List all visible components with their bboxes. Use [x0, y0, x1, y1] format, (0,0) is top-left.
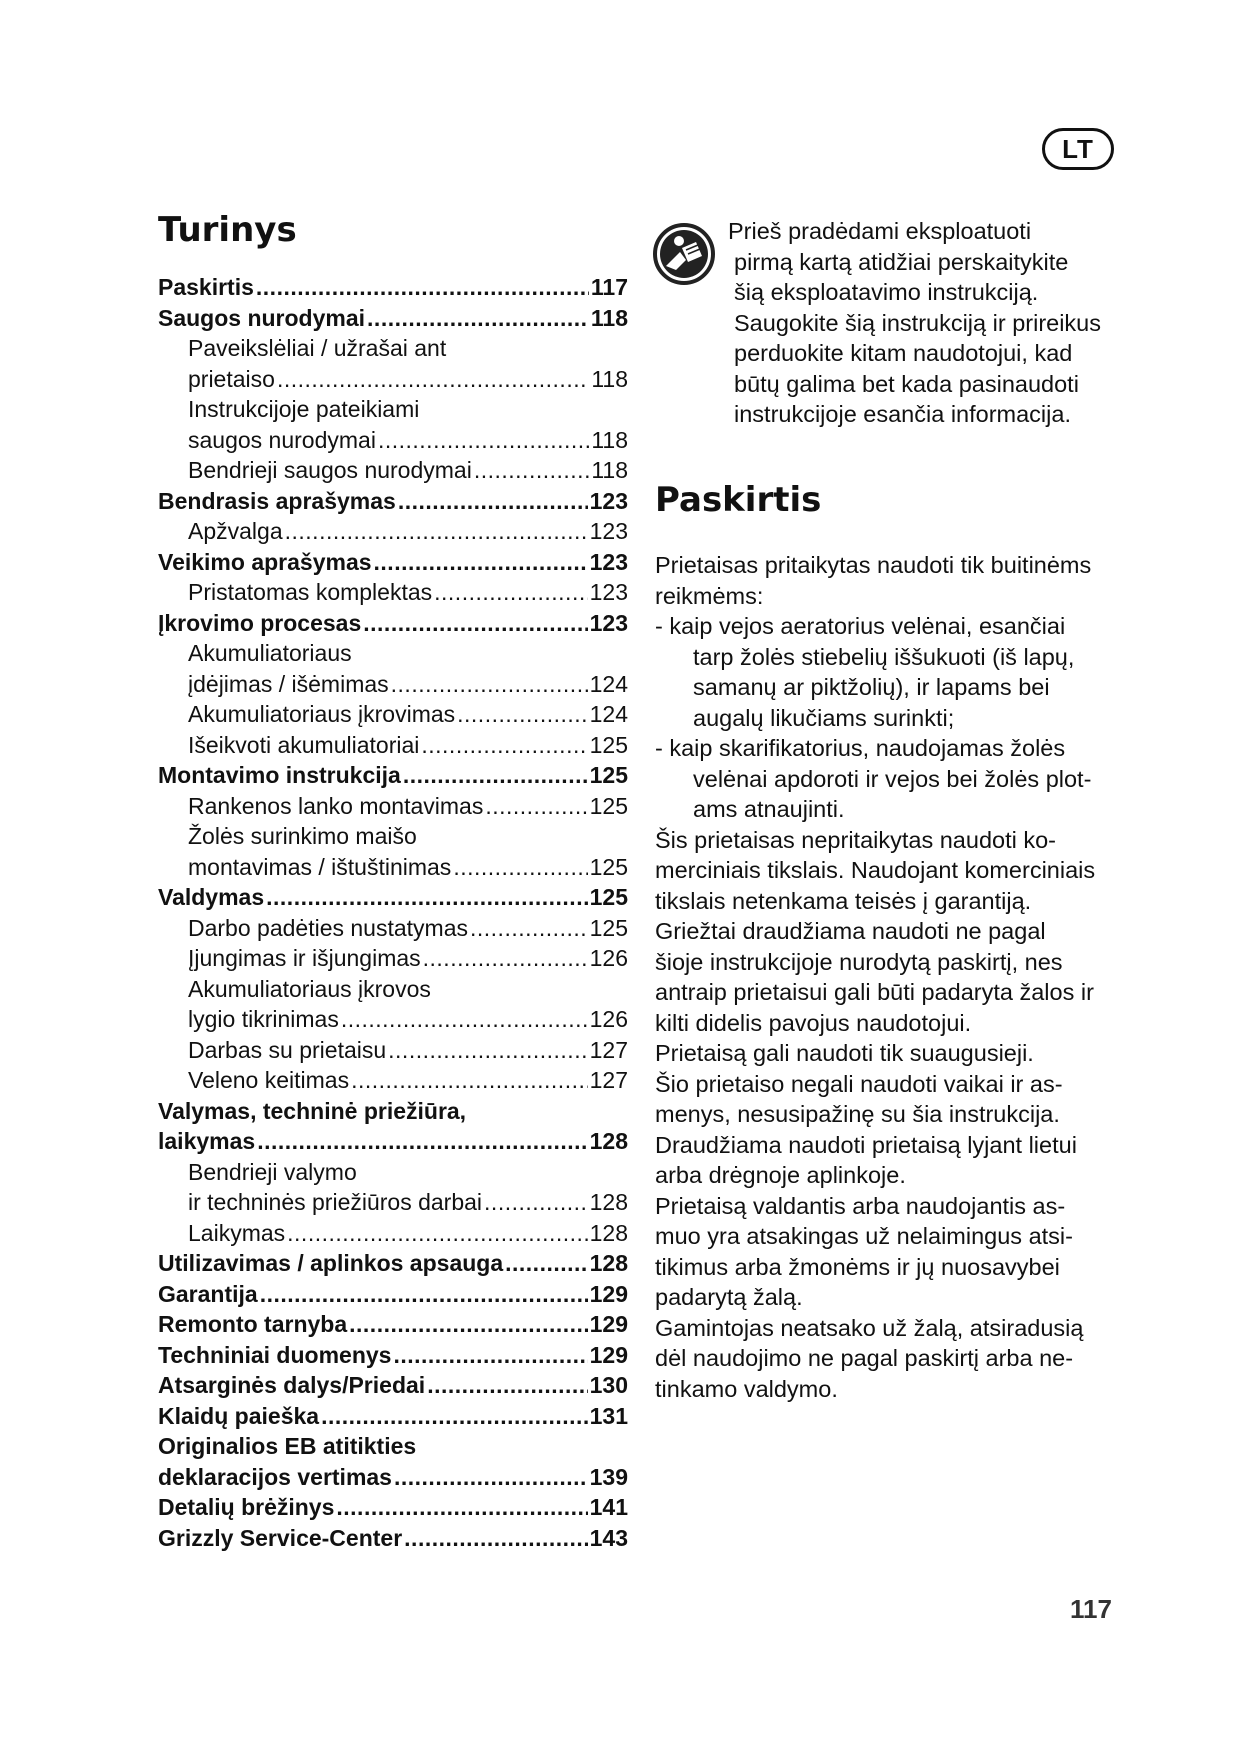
toc-entry-page: 128 [589, 1128, 628, 1154]
body-line: muo yra atsakingas už nelaimingus atsi- [655, 1223, 1073, 1249]
toc-entry-page: 118 [591, 457, 628, 483]
toc-entry-text: Utilizavimas / aplinkos apsauga [158, 1250, 504, 1276]
toc-entry [158, 1309, 628, 1340]
note-line: pirmą kartą atidžiai perskaitykite [734, 248, 1069, 275]
toc-leader-dots [393, 1340, 587, 1371]
toc-leader-dots [277, 364, 589, 395]
body-line: Šis prietaisas nepritaikytas naudoti ko- [655, 826, 1057, 853]
toc-entry-page: 124 [589, 670, 628, 697]
toc-entry-text: Įjungimas ir išjungimas [188, 945, 421, 971]
toc-leader-dots [403, 760, 588, 791]
toc-entry-page: 123 [589, 609, 628, 636]
toc-entry-text: įdėjimas / išėmimas [188, 670, 389, 697]
body-line: samanų ar piktžolių), ir lapams bei [693, 674, 1050, 700]
toc-leader-dots [404, 1523, 587, 1554]
toc-entry-text: montavimas / ištuštinimas [188, 853, 452, 880]
toc-entry-page: 125 [589, 914, 628, 941]
toc-entry-page: 123 [589, 579, 628, 605]
toc-entry-text: Žolės surinkimo maišo [188, 823, 417, 849]
toc-leader-dots [485, 791, 587, 822]
toc-entry-text: Instrukcijoje pateikiami [188, 396, 420, 422]
toc-entry-page: 126 [589, 1006, 628, 1032]
toc-entry [158, 882, 628, 913]
toc-entry-page: 123 [589, 548, 628, 575]
toc-entry-page: 128 [589, 1219, 628, 1246]
body-line: ams atnaujinti. [693, 796, 845, 822]
toc-leader-dots [287, 1218, 587, 1249]
toc-entry-page: 127 [589, 1036, 628, 1063]
read-manual-note [728, 216, 1148, 430]
note-line: Prieš pradėdami eksploatuoti [728, 218, 1032, 244]
toc-leader-dots [257, 1126, 587, 1157]
toc-entry-page: 139 [589, 1463, 628, 1490]
section-body [655, 550, 1125, 1404]
note-line: instrukcijoje esančia informacija. [734, 401, 1071, 427]
table-of-contents [158, 272, 628, 1553]
toc-entry-text: Darbo padėties nustatymas [188, 914, 468, 941]
toc-entry-text: lygio tikrinimas [188, 1006, 339, 1032]
body-line: Prietaisą valdantis arba naudojantis as- [655, 1192, 1066, 1219]
toc-entry [158, 1126, 628, 1157]
toc-entry [158, 1218, 628, 1249]
body-line: velėnai apdoroti ir vejos bei žolės plot- [693, 765, 1092, 792]
toc-entry [158, 943, 628, 974]
toc-entry-text: Darbas su prietaisu [188, 1036, 387, 1063]
toc-entry-text: Garantija [158, 1280, 258, 1307]
toc-leader-dots [285, 516, 588, 547]
toc-entry-text: Atsarginės dalys/Priedai [158, 1372, 426, 1398]
toc-leader-dots [474, 455, 590, 486]
toc-entry-page: 128 [589, 1189, 628, 1215]
toc-entry [158, 394, 628, 425]
toc-entry [158, 1004, 628, 1035]
toc-entry-text: saugos nurodymai [188, 426, 376, 453]
toc-leader-dots [349, 1309, 587, 1340]
toc-entry-text: Paskirtis [158, 274, 254, 300]
toc-entry-text: Rankenos lanko montavimas [188, 792, 484, 819]
toc-entry-text: Laikymas [188, 1219, 286, 1246]
toc-entry-page: 131 [589, 1402, 628, 1429]
toc-entry-page: 123 [589, 487, 628, 514]
toc-leader-dots [453, 852, 587, 883]
toc-entry [158, 638, 628, 669]
toc-entry-text: Išeikvoti akumuliatoriai [188, 731, 420, 758]
toc-leader-dots [363, 608, 587, 639]
toc-entry-text: Apžvalga [188, 518, 283, 544]
toc-entry-text: Paveikslėliai / užrašai ant [188, 335, 447, 361]
toc-entry-page: 130 [589, 1372, 628, 1398]
toc-entry-page: 129 [589, 1311, 628, 1337]
toc-entry-page: 125 [589, 762, 628, 788]
toc-leader-dots [351, 1065, 588, 1096]
read-manual-icon [652, 222, 716, 286]
note-line: šią eksploatavimo instrukciją. [734, 279, 1039, 305]
toc-entry [158, 425, 628, 456]
toc-entry [158, 1096, 628, 1127]
toc-entry [158, 1340, 628, 1371]
toc-entry [158, 1462, 628, 1493]
toc-entry-text: Grizzly Service-Center [158, 1524, 403, 1551]
body-line: antraip prietaisui gali būti padaryta žalos ir [655, 979, 1094, 1005]
toc-entry-text: Veikimo aprašymas [158, 548, 372, 575]
toc-entry [158, 333, 628, 364]
body-line: dėl naudojimo ne pagal paskirtį arba ne- [655, 1345, 1074, 1371]
toc-entry-text: Bendrieji valymo [188, 1158, 357, 1185]
language-badge: LT [1042, 128, 1114, 170]
toc-entry [158, 303, 628, 334]
toc-entry-page: 118 [590, 304, 628, 331]
toc-entry [158, 364, 628, 395]
toc-entry-text: Valymas, techninė priežiūra, [158, 1097, 467, 1124]
body-line: tarp žolės stiebelių iššukuoti (iš lapų, [693, 643, 1075, 670]
section-title: Paskirtis [655, 480, 822, 520]
toc-entry-text: Klaidų paieška [158, 1402, 320, 1429]
toc-entry [158, 1065, 628, 1096]
toc-entry [158, 577, 628, 608]
body-line: augalų likučiams surinkti; [693, 704, 955, 731]
toc-leader-dots [367, 303, 589, 334]
toc-entry-page: 124 [589, 701, 628, 727]
toc-entry-page: 125 [589, 731, 628, 758]
toc-entry [158, 1431, 628, 1462]
toc-entry [158, 486, 628, 517]
toc-entry-text: Akumuliatoriaus [188, 640, 352, 666]
page-number: 117 [1070, 1594, 1112, 1624]
note-line: Saugokite šią instrukciją ir prireikus [734, 309, 1102, 336]
toc-leader-dots [457, 699, 587, 730]
body-line: tikimus arba žmonėms ir jų nuosavybei [655, 1253, 1060, 1280]
toc-entry-text: Valdymas [158, 884, 265, 910]
toc-leader-dots [336, 1492, 587, 1523]
toc-entry-page: 127 [589, 1067, 628, 1093]
toc-entry-page: 118 [591, 365, 628, 392]
toc-leader-dots [427, 1370, 587, 1401]
toc-entry [158, 913, 628, 944]
toc-entry [158, 608, 628, 639]
toc-entry-text: deklaracijos vertimas [158, 1463, 392, 1490]
toc-entry-text: Bendrasis aprašymas [158, 487, 396, 514]
toc-entry [158, 455, 628, 486]
toc-entry [158, 516, 628, 547]
body-line: reikmėms: [655, 582, 764, 609]
toc-entry-page: 125 [589, 884, 628, 910]
toc-entry [158, 974, 628, 1005]
toc-leader-dots [378, 425, 589, 456]
toc-leader-dots [394, 1462, 588, 1493]
body-line: šioje instrukcijoje nurodytą paskirtį, nes [655, 948, 1063, 975]
toc-entry [158, 699, 628, 730]
body-line: Prietaisas pritaikytas naudoti tik buitinėms [655, 552, 1092, 578]
toc-title: Turinys [158, 210, 297, 250]
toc-leader-dots [484, 1187, 588, 1218]
body-line: arba drėgnoje aplinkoje. [655, 1162, 906, 1188]
body-line: - kaip skarifikatorius, naudojamas žolės [655, 735, 1066, 761]
toc-entry-page: 125 [589, 792, 628, 819]
toc-leader-dots [256, 272, 589, 303]
toc-leader-dots [374, 547, 588, 578]
toc-entry-page: 126 [589, 945, 628, 971]
toc-leader-dots [398, 486, 588, 517]
toc-entry [158, 669, 628, 700]
toc-entry-page: 117 [590, 274, 628, 300]
body-line: Draudžiama naudoti prietaisą lyjant lietui [655, 1131, 1077, 1158]
toc-entry [158, 547, 628, 578]
body-line: menys, nesusipažinę su šia instrukcija. [655, 1101, 1060, 1127]
toc-leader-dots [341, 1004, 588, 1035]
toc-entry [158, 1401, 628, 1432]
toc-entry [158, 730, 628, 761]
body-line: Griežtai draudžiama naudoti ne pagal [655, 918, 1046, 944]
toc-entry-text: Akumuliatoriaus įkrovimas [188, 701, 456, 727]
body-line: - kaip vejos aeratorius velėnai, esančiai [655, 613, 1066, 639]
toc-entry-text: Pristatomas komplektas [188, 579, 433, 605]
body-line: tikslais netenkama teisės į garantiją. [655, 887, 1032, 914]
toc-entry-page: 141 [589, 1494, 628, 1520]
body-line: Gamintojas neatsako už žalą, atsiradusią [655, 1314, 1084, 1341]
toc-entry [158, 791, 628, 822]
toc-entry-page: 123 [589, 518, 628, 544]
toc-leader-dots [266, 882, 587, 913]
body-line: padarytą žalą. [655, 1284, 803, 1310]
toc-leader-dots [260, 1279, 588, 1310]
toc-entry-text: Akumuliatoriaus įkrovos [188, 975, 431, 1002]
toc-entry-text: Veleno keitimas [188, 1067, 350, 1093]
toc-entry-text: prietaiso [188, 365, 275, 392]
toc-entry [158, 1248, 628, 1279]
toc-entry [158, 1157, 628, 1188]
toc-leader-dots [388, 1035, 587, 1066]
note-line: būtų galima bet kada pasinaudoti [734, 370, 1079, 397]
body-line: merciniais tikslais. Naudojant komerciniais [655, 857, 1096, 883]
toc-entry [158, 1523, 628, 1554]
toc-entry-text: Įkrovimo procesas [158, 609, 362, 636]
toc-entry [158, 1035, 628, 1066]
toc-leader-dots [421, 730, 587, 761]
toc-entry-text: Originalios EB atitikties [158, 1433, 417, 1459]
body-line: tinkamo valdymo. [655, 1375, 838, 1402]
toc-entry-page: 125 [589, 853, 628, 880]
toc-entry [158, 1370, 628, 1401]
toc-entry [158, 821, 628, 852]
toc-entry-text: Remonto tarnyba [158, 1311, 348, 1337]
toc-entry-page: 118 [591, 426, 628, 453]
toc-leader-dots [470, 913, 588, 944]
toc-entry-page: 129 [589, 1280, 628, 1307]
toc-entry-text: Detalių brėžinys [158, 1494, 335, 1520]
toc-leader-dots [391, 669, 588, 700]
toc-leader-dots [423, 943, 588, 974]
toc-entry-page: 129 [589, 1341, 628, 1368]
toc-entry-text: Saugos nurodymai [158, 304, 366, 331]
toc-leader-dots [434, 577, 587, 608]
toc-entry [158, 760, 628, 791]
toc-entry-page: 128 [589, 1250, 628, 1276]
toc-entry-text: laikymas [158, 1128, 256, 1154]
toc-entry-text: Bendrieji saugos nurodymai [188, 457, 472, 483]
toc-entry [158, 1279, 628, 1310]
toc-entry-text: ir techninės priežiūros darbai [188, 1189, 483, 1215]
note-line: perduokite kitam naudotojui, kad [734, 340, 1073, 366]
toc-entry [158, 852, 628, 883]
toc-entry-text: Techniniai duomenys [158, 1341, 392, 1368]
toc-entry-text: Montavimo instrukcija [158, 762, 401, 788]
body-line: kilti didelis pavojus naudotojui. [655, 1009, 972, 1036]
toc-entry [158, 1492, 628, 1523]
toc-entry [158, 1187, 628, 1218]
toc-leader-dots [505, 1248, 588, 1279]
toc-entry-page: 143 [589, 1524, 628, 1551]
toc-leader-dots [321, 1401, 588, 1432]
toc-entry [158, 272, 628, 303]
body-line: Prietaisą gali naudoti tik suaugusieji. [655, 1040, 1034, 1066]
body-line: Šio prietaiso negali naudoti vaikai ir as- [655, 1070, 1063, 1097]
